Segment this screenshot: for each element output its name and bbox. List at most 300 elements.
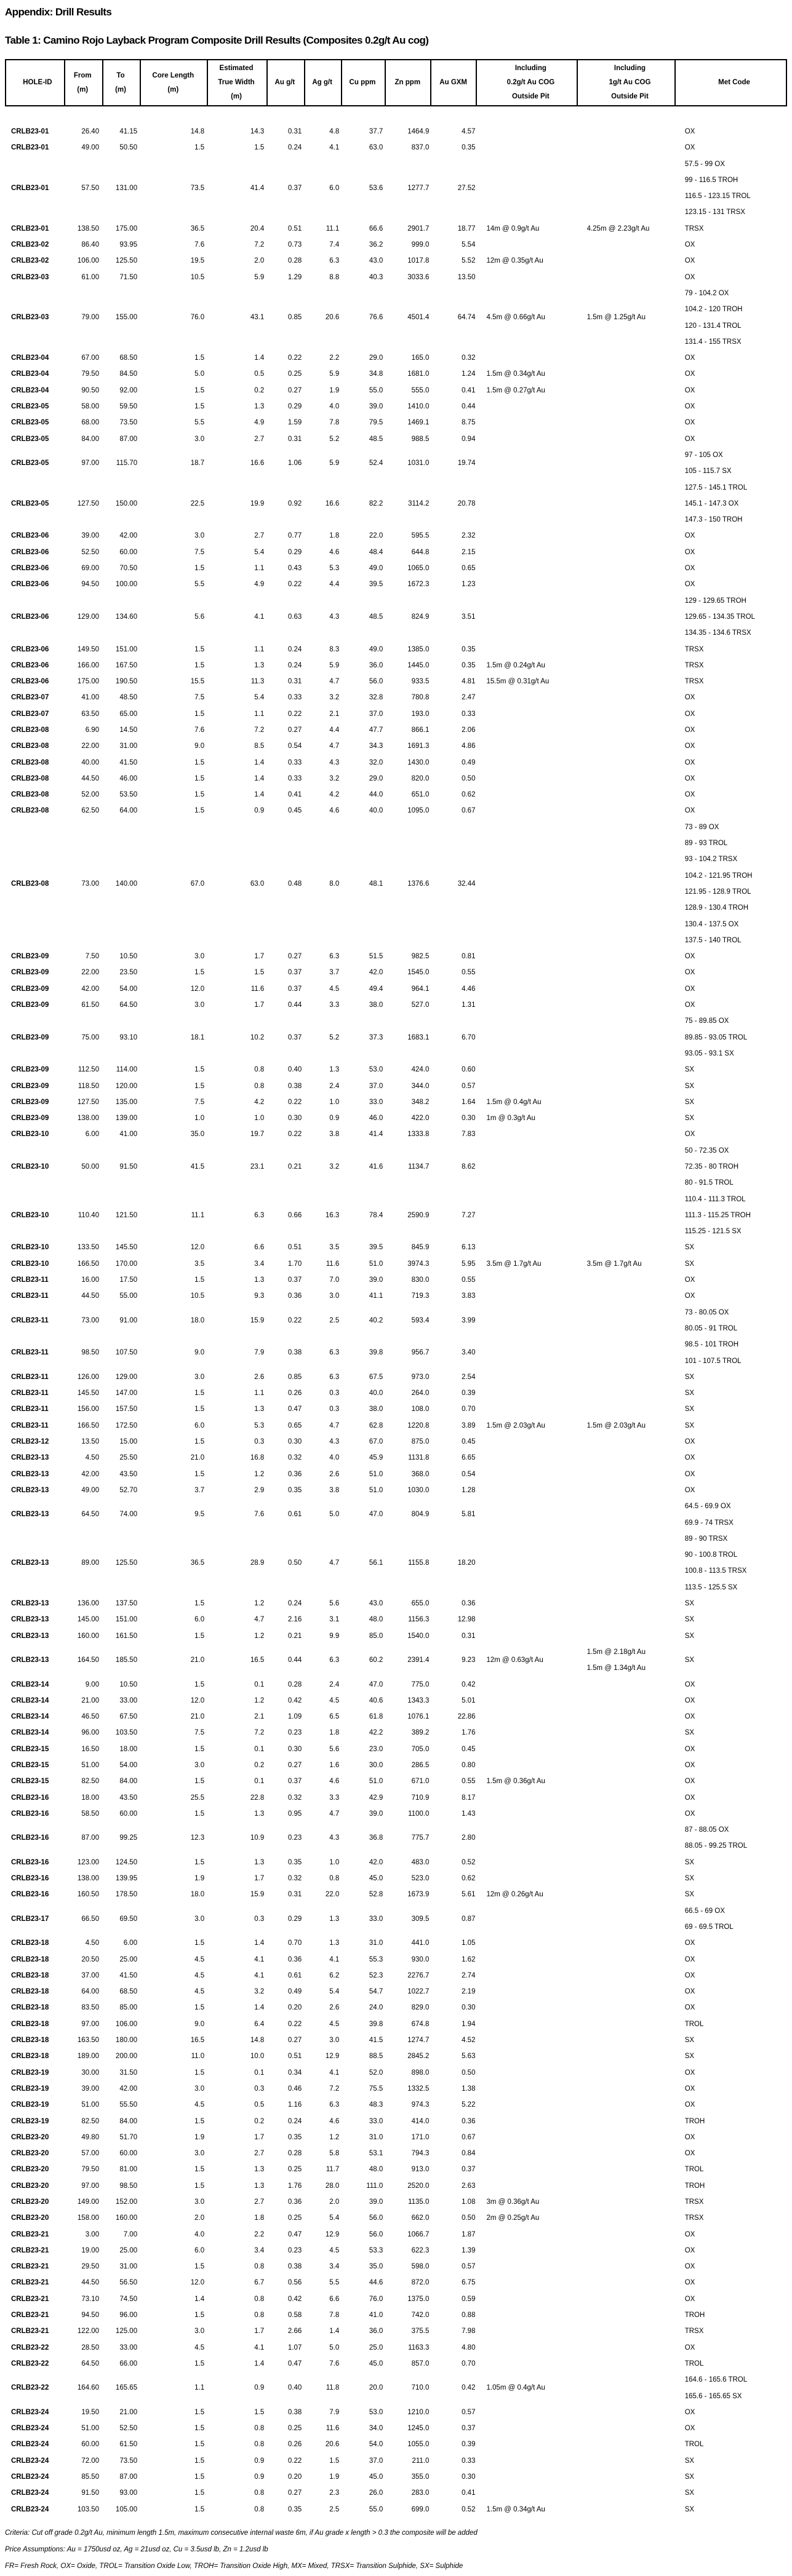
cell-zn-ppm: 651.0 [411,791,430,799]
cell-au-gpt: 0.22 [287,2020,302,2028]
table-row [5,1822,787,1854]
cell-zn-ppm: 930.0 [411,1955,430,1963]
cell-met-code [677,140,787,156]
met-code-line: 116.5 - 123.15 TROL [684,193,751,201]
cell-true-width: 1.7 [254,2133,265,2141]
cell-from: 6.90 [85,726,100,734]
cell-zn-ppm: 344.0 [411,1082,430,1090]
cell-au-gpt: 0.33 [287,758,302,766]
cell-au-gxm: 8.62 [462,1163,476,1171]
cell-zn-ppm: 1156.3 [408,1616,430,1624]
cell-to: 129.00 [115,1373,138,1381]
cell-to: 25.00 [119,2246,138,2254]
col-header-line: Core Length [152,71,194,79]
table-row [5,755,787,771]
cell-core-length: 4.5 [194,1955,205,1963]
cell-from: 133.50 [77,1244,100,1252]
table-row [5,2016,787,2032]
cell-au-gxm: 0.41 [462,2489,476,2497]
cell-ag-gpt: 0.3 [329,1389,340,1397]
cell-met-code [677,981,787,997]
cell-au-gpt: 0.29 [287,403,302,411]
cell-hole-id: CRLB23-11 [11,1421,49,1429]
cell-true-width: 2.7 [254,2150,265,2158]
cell-core-length: 1.9 [194,2133,205,2141]
cell-to: 42.00 [119,2085,138,2093]
cell-ag-gpt: 2.0 [329,2198,340,2206]
cell-true-width: 4.7 [254,1616,265,1624]
cell-zn-ppm: 775.7 [411,1834,430,1842]
cell-core-length: 9.0 [194,2020,205,2028]
cell-cu-ppm: 52.8 [369,1891,383,1899]
cell-hole-id: CRLB23-18 [11,1939,49,1947]
met-code-line: OX [684,2425,695,2433]
met-code-line: SX [684,1389,695,1397]
cell-true-width: 0.5 [254,370,265,378]
cell-met-code [677,1385,787,1401]
cell-true-width: 2.7 [254,435,265,443]
cell-ag-gpt: 12.9 [325,2230,340,2238]
cell-from: 145.50 [77,1389,100,1397]
table-row [5,2113,787,2129]
cell-cu-ppm: 39.0 [369,403,383,411]
cell-met-code [677,2161,787,2177]
table-row [5,787,787,803]
cell-zn-ppm: 830.0 [411,1276,430,1284]
cell-hole-id: CRLB23-21 [11,2263,49,2271]
cell-hole-id: CRLB23-19 [11,2117,49,2125]
cell-true-width: 9.3 [254,1292,265,1300]
met-code-line: 101 - 107.5 TROL [684,1357,742,1365]
cell-met-code [677,2436,787,2452]
cell-au-gpt: 0.35 [287,2505,302,2513]
cell-au-gxm: 0.30 [462,2473,476,2481]
cell-zn-ppm: 483.0 [411,1858,430,1866]
met-code-line: OX [684,241,695,249]
cell-from: 72.00 [81,2457,100,2465]
cell-cu-ppm: 61.8 [369,1713,383,1721]
cell-ag-gpt: 4.1 [329,2069,340,2077]
cell-core-length: 18.0 [190,1316,205,1324]
cell-zn-ppm: 2845.2 [407,2053,430,2061]
col-header-line: (m) [115,85,126,93]
table-row [5,1757,787,1773]
cell-au-gpt: 0.30 [287,1115,302,1123]
met-code-line: TROL [684,2359,704,2367]
cell-from: 26.40 [81,128,100,135]
col-header-line: True Width [218,79,255,86]
cell-au-gpt: 0.40 [287,1066,302,1074]
col-header-ag-gpt [305,60,342,105]
cell-au-gxm: 1.62 [462,1955,476,1963]
table-row [5,1790,787,1806]
cell-ag-gpt: 4.5 [329,1696,340,1704]
cell-met-code [677,2275,787,2291]
met-code-line: 89.85 - 93.05 TROL [684,1033,748,1041]
met-code-line: 164.6 - 165.6 TROL [684,2376,748,2384]
cell-zn-ppm: 780.8 [411,694,430,702]
cell-ag-gpt: 4.6 [329,548,340,556]
cell-hole-id: CRLB23-09 [11,953,49,961]
met-code-line: OX [684,1761,695,1769]
cell-ag-gpt: 1.0 [329,1858,340,1866]
met-code-line: 97 - 105 OX [684,451,723,459]
table-row [5,1369,787,1385]
table-row [5,1968,787,1984]
cell-true-width: 3.2 [254,1988,265,1996]
cell-true-width: 1.2 [254,1470,265,1478]
cell-au-gxm: 0.52 [462,2505,476,2513]
cell-hole-id: CRLB23-10 [11,1163,49,1171]
cell-met-code [677,2000,787,2016]
met-code-line: OX [684,144,695,152]
cell-including-02-cog: 4.5m @ 0.66g/t Au [486,314,545,322]
cell-zn-ppm: 3033.6 [407,273,430,281]
met-code-line: OX [684,1794,695,1802]
met-code-line: 89 - 93 TROL [684,840,728,848]
col-header-line: Estimated [219,65,254,72]
cell-hole-id: CRLB23-18 [11,1955,49,1963]
met-code-line: 98.5 - 101 TROH [684,1341,739,1349]
cell-au-gpt: 0.28 [287,2150,302,2158]
cell-au-gpt: 0.28 [287,257,302,265]
met-code-line: SX [684,1373,695,1381]
cell-cu-ppm: 56.0 [369,2214,383,2222]
cell-including-02-cog: 14m @ 0.9g/t Au [486,225,540,233]
cell-zn-ppm: 988.5 [411,435,430,443]
cell-au-gpt: 0.36 [287,1292,302,1300]
cell-true-width: 15.9 [250,1891,265,1899]
cell-to: 165.65 [115,2384,138,2392]
cell-from: 79.50 [81,2166,100,2174]
cell-including-02-cog: 15.5m @ 0.31g/t Au [486,678,550,686]
cell-hole-id: CRLB23-10 [11,1131,49,1139]
cell-core-length: 3.0 [194,1761,205,1769]
table-row [5,383,787,399]
cell-zn-ppm: 389.2 [411,1729,430,1737]
cell-met-code [677,2227,787,2243]
cell-from: 16.00 [81,1276,100,1284]
cell-au-gpt: 0.37 [287,985,302,993]
met-code-line: OX [684,1988,695,1996]
cell-met-code [677,2081,787,2097]
cell-including-1g-cog [578,1256,677,1272]
cell-core-length: 1.5 [194,969,205,977]
cell-met-code [677,2323,787,2339]
cell-core-length: 4.5 [194,2343,205,2351]
cell-met-code [677,706,787,722]
cell-true-width: 7.2 [254,241,265,249]
cell-to: 137.50 [115,1600,138,1608]
cell-ag-gpt: 6.3 [329,1373,340,1381]
cell-cu-ppm: 67.0 [369,1438,383,1446]
table-row [5,140,787,156]
cell-true-width: 7.9 [254,1349,265,1357]
cell-to: 140.00 [115,880,138,888]
cell-to: 150.00 [115,499,138,507]
cell-true-width: 6.3 [254,1211,265,1219]
cell-to: 172.50 [115,1421,138,1429]
cell-to: 135.00 [115,1098,138,1106]
cell-au-gpt: 0.29 [287,1915,302,1923]
cell-hole-id: CRLB23-06 [11,565,49,573]
cell-zn-ppm: 414.0 [411,2117,430,2125]
cell-from: 166.50 [77,1260,100,1268]
cell-au-gpt: 0.47 [287,2359,302,2367]
cell-core-length: 25.5 [190,1794,205,1802]
cell-cu-ppm: 52.4 [369,459,383,467]
cell-au-gpt: 0.31 [287,435,302,443]
cell-au-gxm: 5.01 [462,1696,476,1704]
cell-cu-ppm: 51.0 [369,1470,383,1478]
cell-au-gpt: 0.32 [287,1454,302,1462]
cell-from: 19.00 [81,2246,100,2254]
cell-cu-ppm: 47.0 [369,1680,383,1688]
cell-hole-id: CRLB23-24 [11,2489,49,2497]
cell-to: 103.50 [115,1729,138,1737]
cell-from: 127.50 [77,1098,100,1106]
cell-ag-gpt: 5.4 [329,1988,340,1996]
cell-hole-id: CRLB23-04 [11,354,49,362]
cell-au-gpt: 0.29 [287,548,302,556]
cell-true-width: 1.3 [254,2182,265,2190]
cell-zn-ppm: 193.0 [411,710,430,718]
cell-core-length: 1.5 [194,1600,205,1608]
cell-met-code [677,1288,787,1304]
cell-au-gxm: 0.33 [462,710,476,718]
cell-true-width: 3.4 [254,2246,265,2254]
cell-zn-ppm: 527.0 [411,1001,430,1009]
cell-hole-id: CRLB23-02 [11,241,49,249]
cell-au-gpt: 0.66 [287,1211,302,1219]
cell-core-length: 9.0 [194,742,205,750]
cell-cu-ppm: 85.0 [369,1632,383,1640]
table-row [5,2291,787,2307]
table-row [5,1628,787,1644]
cell-au-gpt: 0.25 [287,2425,302,2433]
cell-cu-ppm: 67.5 [369,1373,383,1381]
cell-au-gxm: 0.87 [462,1915,476,1923]
table-row [5,1984,787,2000]
met-code-line: TRSX [684,661,704,669]
cell-au-gpt: 0.85 [287,1373,302,1381]
cell-ag-gpt: 28.0 [325,2182,340,2190]
cell-true-width: 2.9 [254,1486,265,1494]
cell-met-code [677,1806,787,1822]
cell-zn-ppm: 655.0 [411,1600,430,1608]
cell-zn-ppm: 1065.0 [407,565,430,573]
cell-from: 164.60 [77,2384,100,2392]
cell-zn-ppm: 804.9 [411,1511,430,1519]
cell-au-gpt: 0.37 [287,1033,302,1041]
cell-true-width: 1.8 [254,2214,265,2222]
cell-zn-ppm: 913.0 [411,2166,430,2174]
met-code-line: SX [684,1082,695,1090]
cell-met-code [677,1854,787,1870]
cell-core-length: 10.5 [190,273,205,281]
cell-au-gpt: 0.20 [287,2473,302,2481]
cell-hole-id: CRLB23-08 [11,791,49,799]
cell-au-gpt: 0.46 [287,2085,302,2093]
cell-au-gxm: 0.67 [462,807,476,815]
met-code-line: 99 - 116.5 TROH [684,176,738,184]
cell-hole-id: CRLB23-16 [11,1875,49,1883]
cell-cu-ppm: 44.6 [369,2279,383,2287]
cell-au-gxm: 20.78 [457,499,476,507]
cell-au-gpt: 0.92 [287,499,302,507]
cell-au-gxm: 12.98 [457,1616,476,1624]
cell-core-length: 1.5 [194,645,205,653]
cell-ag-gpt: 6.0 [329,185,340,193]
cell-met-code [677,1886,787,1902]
cell-to: 17.50 [119,1276,138,1284]
cell-true-width: 22.8 [250,1794,265,1802]
cell-zn-ppm: 699.0 [411,2505,430,2513]
cell-ag-gpt: 8.8 [329,273,340,281]
cell-core-length: 1.5 [194,2408,205,2416]
cell-au-gxm: 0.35 [462,144,476,152]
cell-to: 145.50 [115,1244,138,1252]
cell-core-length: 1.5 [194,774,205,782]
cell-ag-gpt: 7.8 [329,419,340,427]
cell-to: 73.50 [119,2457,138,2465]
cell-core-length: 1.0 [194,1115,205,1123]
cell-core-length: 1.5 [194,144,205,152]
cell-au-gpt: 0.25 [287,2166,302,2174]
cell-to: 147.00 [115,1389,138,1397]
cell-cu-ppm: 35.0 [369,2263,383,2271]
cell-cu-ppm: 41.6 [369,1163,383,1171]
cell-zn-ppm: 1469.1 [407,419,430,427]
cell-au-gpt: 0.22 [287,1098,302,1106]
cell-ag-gpt: 3.2 [329,1163,340,1171]
cell-ag-gpt: 3.3 [329,1794,340,1802]
met-code-line: OX [684,726,695,734]
cell-ag-gpt: 7.8 [329,2312,340,2320]
met-code-line: 79 - 104.2 OX [684,289,729,297]
cell-core-length: 1.5 [194,1632,205,1640]
met-code-line: 111.3 - 115.25 TROH [684,1211,751,1219]
table-row [5,1466,787,1482]
table-row [5,706,787,722]
cell-ag-gpt: 11.6 [326,1260,340,1268]
cell-from: 44.50 [81,774,100,782]
cell-true-width: 1.2 [254,1632,265,1640]
cell-zn-ppm: 705.0 [411,1745,430,1753]
table-row [5,1709,787,1725]
met-code-line: OX [684,1745,695,1753]
including-1g-cog-line: 4.25m @ 2.23g/t Au [586,225,650,233]
table-row [5,1482,787,1498]
cell-met-code [677,771,787,787]
cell-ag-gpt: 1.2 [329,2133,340,2141]
cell-hole-id: CRLB23-18 [11,1971,49,1979]
cell-from: 21.00 [81,1696,100,1704]
cell-hole-id: CRLB23-09 [11,1066,49,1074]
cell-au-gpt: 0.38 [287,2263,302,2271]
cell-au-gpt: 0.38 [287,2408,302,2416]
cell-met-code [677,576,787,592]
met-code-line: OX [684,2295,695,2303]
col-header-from [65,60,103,105]
cell-true-width: 1.3 [254,661,265,669]
cell-zn-ppm: 710.9 [411,1794,430,1802]
cell-hole-id: CRLB23-08 [11,726,49,734]
cell-core-length: 1.5 [194,2312,205,2320]
cell-cu-ppm: 41.0 [369,2312,383,2320]
cell-core-length: 3.0 [194,532,205,540]
cell-core-length: 1.1 [194,2384,205,2392]
cell-from: 145.00 [77,1616,100,1624]
cell-cu-ppm: 45.0 [369,2473,383,2481]
cell-cu-ppm: 41.4 [369,1131,383,1139]
cell-true-width: 4.1 [254,613,265,621]
met-code-line: 73 - 80.05 OX [684,1308,729,1316]
cell-cu-ppm: 39.8 [369,2020,383,2028]
cell-cu-ppm: 51.0 [369,1486,383,1494]
cell-cu-ppm: 48.0 [369,1616,383,1624]
cell-core-length: 3.0 [194,1001,205,1009]
cell-ag-gpt: 4.3 [329,1834,340,1842]
cell-ag-gpt: 1.3 [329,1915,340,1923]
cell-hole-id: CRLB23-03 [11,273,49,281]
cell-ag-gpt: 11.1 [326,225,340,233]
met-code-line: SX [684,1066,695,1074]
cell-au-gxm: 1.43 [462,1810,476,1818]
cell-met-code [677,2145,787,2161]
cell-au-gpt: 0.24 [287,2117,302,2125]
cell-true-width: 11.3 [250,678,265,686]
cell-hole-id: CRLB23-07 [11,710,49,718]
cell-au-gpt: 0.22 [287,2457,302,2465]
cell-au-gpt: 0.51 [287,2053,302,2061]
cell-cu-ppm: 33.0 [369,2117,383,2125]
met-code-line: OX [684,1131,695,1139]
cell-to: 71.50 [119,273,138,281]
cell-au-gpt: 0.58 [287,2312,302,2320]
cell-to: 48.50 [119,694,138,702]
cell-to: 190.50 [115,678,138,686]
cell-ag-gpt: 2.2 [329,354,340,362]
table-row [5,1288,787,1304]
cell-zn-ppm: 286.5 [411,1761,430,1769]
table-row [5,1126,787,1142]
met-code-line: OX [684,386,695,394]
cell-cu-ppm: 60.2 [369,1656,383,1664]
footnote-criteria: Criteria: Cut off grade 0.2g/t Au, minimum length 1.5m, maximum consecutive internal waste 6m, if Au grade x length > 0.3 the composite will be added [5,2529,478,2537]
cell-true-width: 63.0 [250,880,265,888]
cell-ag-gpt: 4.5 [329,2246,340,2254]
cell-ag-gpt: 4.7 [329,742,340,750]
cell-cu-ppm: 56.0 [369,2230,383,2238]
cell-met-code [677,690,787,706]
cell-met-code [677,1482,787,1498]
cell-zn-ppm: 355.0 [411,2473,430,2481]
cell-zn-ppm: 375.5 [411,2328,430,2335]
cell-au-gpt: 0.44 [287,1656,302,1664]
table-row [5,2436,787,2452]
cell-hole-id: CRLB23-09 [11,1082,49,1090]
cell-zn-ppm: 956.7 [411,1349,430,1357]
met-code-line: OX [684,710,695,718]
table-row [5,1013,787,1062]
cell-zn-ppm: 2276.7 [407,1971,430,1979]
cell-au-gpt: 0.35 [287,1858,302,1866]
cell-met-code [677,560,787,576]
cell-au-gpt: 2.16 [287,1616,302,1624]
cell-met-code [677,1078,787,1094]
cell-met-code [677,221,787,237]
